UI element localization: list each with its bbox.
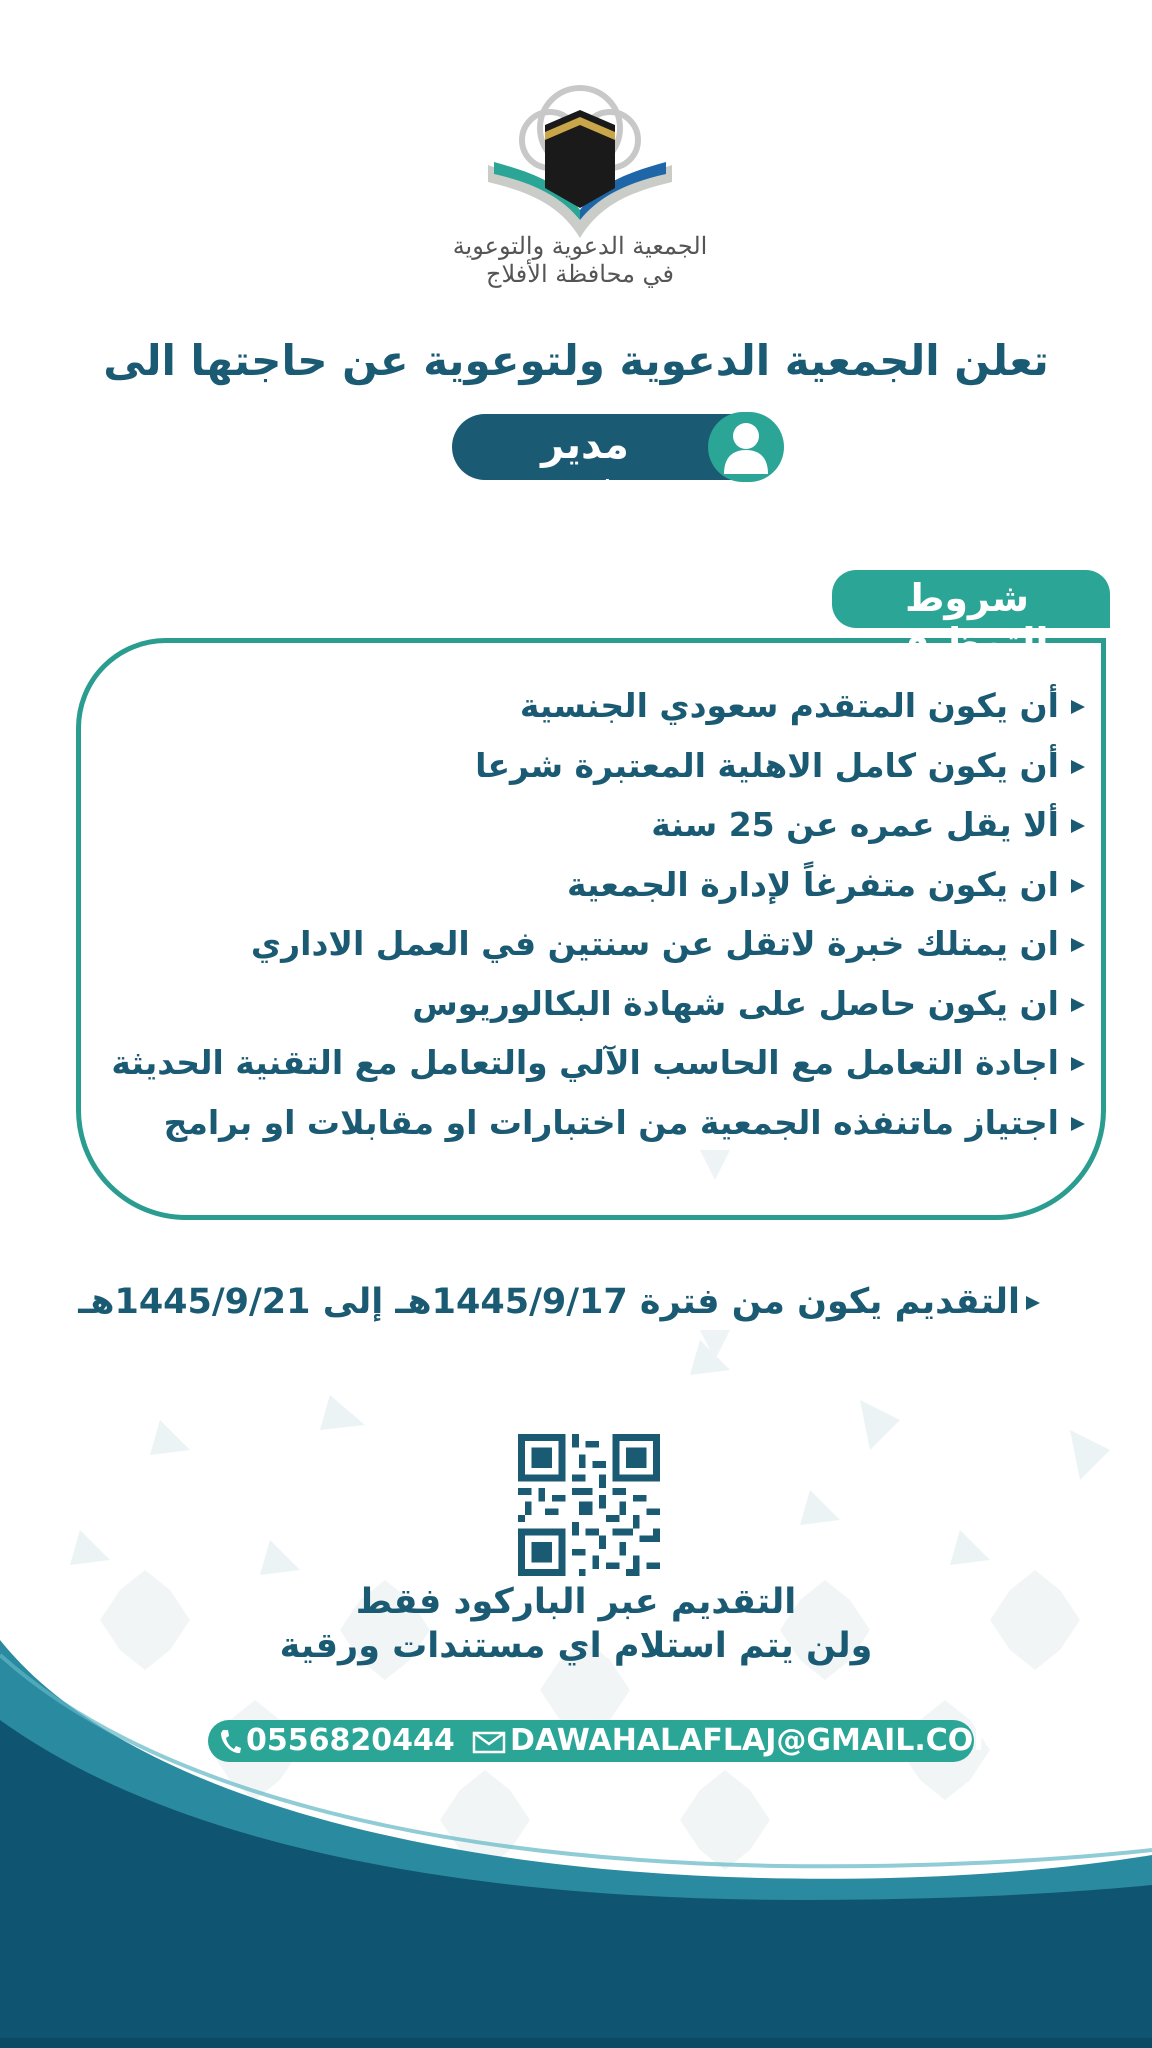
condition-text: ان يكون حاصل على شهادة البكالوريوس: [412, 983, 1059, 1023]
condition-item: [90, 855, 1085, 915]
arrow-bullet-icon: [1071, 1117, 1085, 1131]
condition-text: اجادة التعامل مع الحاسب الآلي والتعامل مع التقنية الحديثة: [111, 1043, 1059, 1082]
arrow-bullet-icon: [1026, 1296, 1040, 1310]
arrow-bullet-icon: [1071, 819, 1085, 833]
conditions-title: شروط التوظيف: [885, 576, 1049, 664]
condition-item: [90, 974, 1085, 1034]
condition-text: أن يكون المتقدم سعودي الجنسية: [519, 686, 1059, 725]
apply-note-line1: التقديم عبر الباركود فقط: [355, 1582, 797, 1622]
arrow-bullet-icon: [1071, 938, 1085, 952]
logo-caption: الجمعية الدعوية والتوعوية في محافظة الأفلاج: [452, 232, 708, 288]
phone-number: 0556820444: [246, 1723, 455, 1758]
phone-icon: [218, 1728, 242, 1756]
arrow-bullet-icon: [1071, 1057, 1085, 1071]
condition-text: أن يكون كامل الاهلية المعتبرة شرعا: [475, 745, 1059, 785]
condition-item: [90, 914, 1085, 974]
user-icon: [716, 414, 776, 478]
application-period-text: التقديم يكون من فترة 1445/9/17هـ إلى 1445/9/21هـ: [78, 1282, 1020, 1322]
qr-code-icon[interactable]: [518, 1434, 660, 1576]
announcement-headline: تعلن الجمعية الدعوية ولتوعوية عن حاجتها الى: [103, 336, 1049, 385]
condition-item: [90, 1033, 1085, 1093]
email-address: DAWAHALAFLAJ@GMAIL.COM: [510, 1723, 1004, 1758]
email-contact[interactable]: [472, 1722, 1003, 1760]
condition-item: [90, 1093, 1085, 1153]
apply-note: [0, 1580, 1152, 1668]
apply-note-line2: ولن يتم استلام اي مستندات ورقية: [279, 1626, 873, 1666]
phone-contact[interactable]: [218, 1722, 455, 1760]
conditions-list: [90, 676, 1085, 1152]
position-title: مدير تنفيذي: [516, 422, 654, 514]
application-period: [78, 1282, 1040, 1322]
condition-text: ان يمتلك خبرة لاتقل عن سنتين في العمل الاداري: [250, 924, 1059, 963]
arrow-bullet-icon: [1071, 700, 1085, 714]
arrow-bullet-icon: [1071, 879, 1085, 893]
condition-text: ألا يقل عمره عن 25 سنة: [651, 805, 1059, 844]
condition-item: [90, 795, 1085, 855]
envelope-icon: [472, 1730, 506, 1754]
condition-item: [90, 736, 1085, 796]
condition-item: [90, 676, 1085, 736]
condition-text: اجتياز ماتنفذه الجمعية من اختبارات او مقابلات او برامج: [163, 1102, 1059, 1142]
arrow-bullet-icon: [1071, 998, 1085, 1012]
condition-text: ان يكون متفرغاً لإدارة الجمعية: [566, 864, 1059, 904]
arrow-bullet-icon: [1071, 760, 1085, 774]
